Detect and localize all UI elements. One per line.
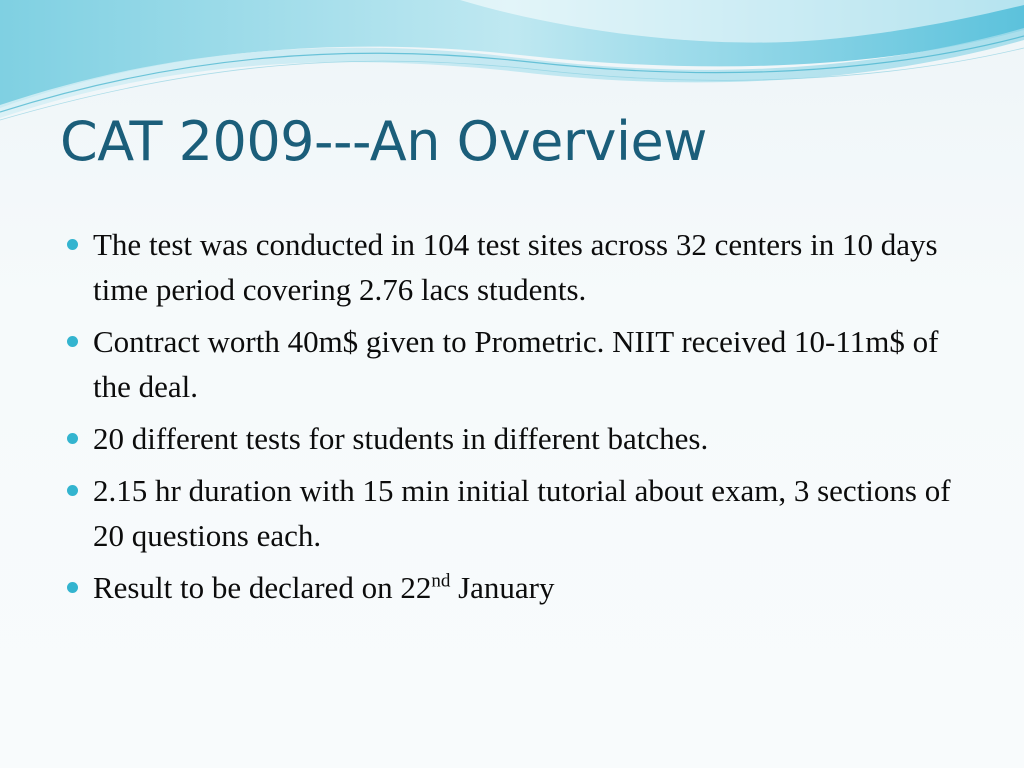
bullet-dot-icon [67,433,78,444]
bullet-text: 20 different tests for students in different batches. [93,421,709,456]
bullet-dot-icon [67,485,78,496]
bullet-text: 2.15 hr duration with 15 min initial tutorial about exam, 3 sections of 20 questions each. [93,473,951,553]
bullet-item-result [64,565,964,610]
bullet-item-duration [64,468,964,558]
bullet-dot-icon [67,582,78,593]
result-text-before: Result to be declared on 22 [93,570,432,605]
slide-title: CAT 2009---An Overview [60,110,707,173]
bullet-text: The test was conducted in 104 test sites across 32 centers in 10 days time period covering 2.76 lacs students. [93,227,938,307]
bullet-item-tests [64,416,964,461]
bullet-item-sites [64,222,964,312]
bullet-dot-icon [67,239,78,250]
bullet-text-result [93,570,554,605]
bullet-list [64,222,964,617]
result-text-after: January [450,570,555,605]
bullet-item-contract [64,319,964,409]
bullet-text: Contract worth 40m$ given to Prometric. NIIT received 10-11m$ of the deal. [93,324,939,404]
ordinal-suffix: nd [431,570,451,592]
bullet-dot-icon [67,336,78,347]
